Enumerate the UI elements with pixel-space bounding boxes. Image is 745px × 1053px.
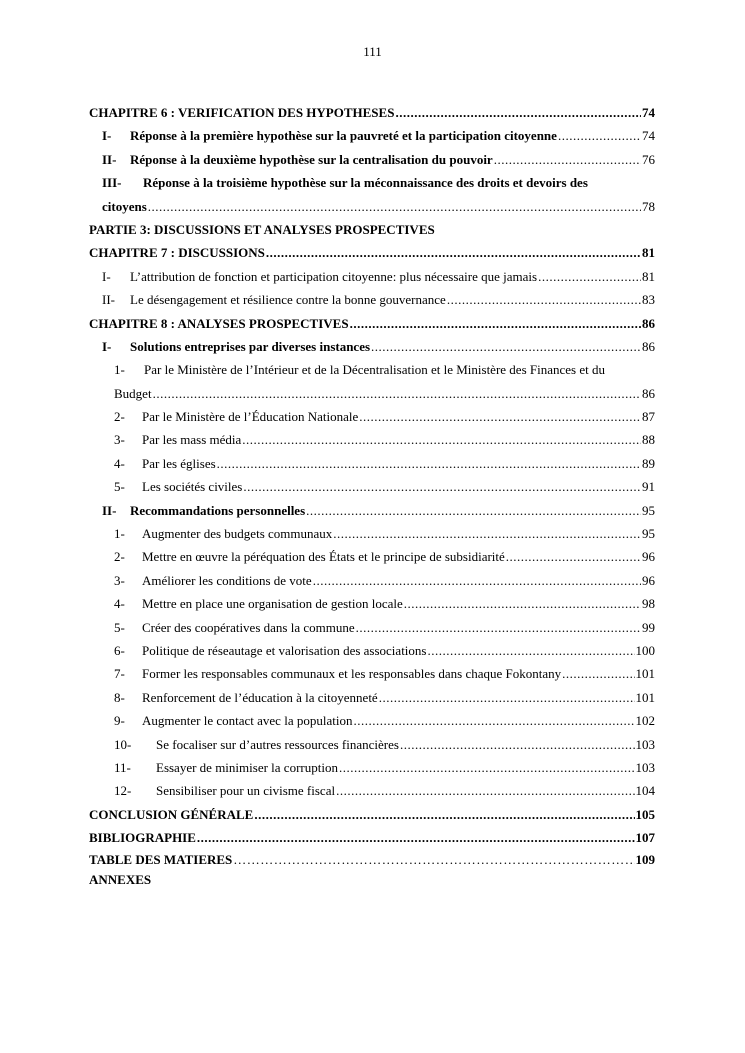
toc-entry-title: Renforcement de l’éducation à la citoyenneté [142,689,378,705]
toc-entry-bibliographie[interactable] [89,826,655,849]
toc-entry-8-1-3[interactable] [89,428,655,451]
toc-entry-8-2-8[interactable] [89,686,655,709]
toc-entry-number: 12- [114,783,132,799]
toc-entry-title: Créer des coopératives dans la commune [142,619,355,635]
toc-entry-page: 88 [642,432,655,448]
toc-entry-title: Par le Ministère de l’Éducation Nationale [142,409,359,425]
toc-entry-title: Les sociétés civiles [142,479,243,495]
toc-leader-dots [379,686,635,709]
toc-entry-conclusion[interactable] [89,803,655,826]
toc-entry-number: 1- [114,362,125,378]
toc-leader-dots [313,569,641,592]
toc-entry-page: 81 [642,268,655,284]
toc-entry-8-2-12[interactable] [89,779,655,802]
toc-entry-page: 95 [642,526,655,542]
toc-entry-number: I- [102,268,111,284]
toc-entry-chapitre-8[interactable] [89,312,655,335]
toc-entry-page: 105 [635,806,655,822]
toc-entry-number: 2- [114,409,125,425]
toc-entry-partie-3[interactable]: PARTIE 3: DISCUSSIONS ET ANALYSES PROSPECTIVES [89,221,435,237]
toc-entry-title-continued: Budget [114,385,152,401]
toc-entry-page: 101 [635,666,655,682]
toc-leader-dots [339,756,635,779]
toc-entry-page: 99 [642,619,655,635]
toc-entry-chapitre-6[interactable] [89,101,655,124]
toc-entry-number: 10- [114,736,132,752]
toc-entry-title: Augmenter le contact avec la population [142,713,353,729]
toc-entry-8-2[interactable] [89,499,655,522]
toc-entry-number: 7- [114,666,125,682]
toc-entry-title: Améliorer les conditions de vote [142,572,312,588]
toc-entry-8-2-10[interactable] [89,733,655,756]
toc-leader-dots [356,616,641,639]
toc-leader-dots [427,639,634,662]
toc-entry-8-2-11[interactable] [89,756,655,779]
toc-entry-title: CHAPITRE 7 : DISCUSSIONS [89,245,265,261]
toc-leader-dots [336,779,634,802]
toc-entry-6-2[interactable] [89,148,655,171]
toc-entry-title: Réponse à la première hypothèse sur la pauvreté et la participation citoyenne [130,128,557,144]
toc-leader-dots [242,428,641,451]
toc-entry-number: II- [102,151,117,167]
toc-entry-number: 5- [114,619,125,635]
toc-entry-number: II- [102,292,115,308]
toc-leader-dots [254,803,634,826]
toc-entry-page: 86 [642,315,655,331]
toc-entry-title: CHAPITRE 8 : ANALYSES PROSPECTIVES [89,315,349,331]
toc-entry-8-2-2[interactable] [89,545,655,568]
toc-entry-page: 100 [635,642,655,658]
toc-entry-title: TABLE DES MATIERES [89,851,233,867]
toc-entry-title: CHAPITRE 6 : VERIFICATION DES HYPOTHESES [89,105,395,120]
page-number: 111 [363,44,382,59]
toc-leader-dots [266,241,641,264]
toc-entry-7-1[interactable] [89,265,655,288]
toc-leader-dots [243,475,641,498]
toc-entry-number: II- [102,502,117,518]
toc-entry-page: 86 [642,338,655,354]
toc-entry-page: 103 [635,759,655,775]
toc-entry-page: 91 [642,479,655,495]
toc-leader-dots [538,265,641,288]
toc-leader-dots [350,312,641,335]
toc-entry-8-2-9[interactable] [89,709,655,732]
toc-entry-title: Par le Ministère de l’Intérieur et de la Décentralisation et le Ministère des Finances et du [144,362,605,378]
toc-entry-table-des-matieres[interactable] [89,850,655,870]
toc-entry-number: I- [102,128,112,144]
toc-entry-page: 89 [642,455,655,471]
toc-leader-dots [233,850,634,873]
toc-entry-page: 76 [642,151,655,167]
toc-leader-dots [148,195,641,218]
toc-entry-title: Mettre en place une organisation de gestion locale [142,596,403,612]
toc-entry-page: 98 [642,596,655,612]
toc-entry-page: 102 [635,713,655,729]
toc-entry-title: Politique de réseautage et valorisation des associations [142,642,427,658]
toc-entry-number: 8- [114,689,125,705]
toc-leader-dots [217,452,641,475]
toc-entry-title: Le désengagement et résilience contre la bonne gouvernance [130,292,446,308]
toc-entry-8-1-2[interactable] [89,405,655,428]
toc-leader-dots [359,405,641,428]
toc-entry-6-3[interactable] [89,171,655,218]
toc-entry-title: BIBLIOGRAPHIE [89,830,196,846]
toc-entry-number: 1- [114,526,125,542]
toc-entry-number: 9- [114,713,125,729]
toc-entry-title: Mettre en œuvre la péréquation des États et le principe de subsidiarité [142,549,505,565]
toc-entry-number: 5- [114,479,125,495]
toc-leader-dots [494,148,641,171]
toc-entry-title: Réponse à la troisième hypothèse sur la méconnaissance des droits et devoirs des [143,175,588,191]
toc-entry-6-1[interactable] [89,124,655,147]
toc-entry-8-2-7[interactable] [89,662,655,685]
toc-entry-title: Essayer de minimiser la corruption [156,759,338,775]
table-of-contents [89,101,655,890]
toc-entry-page: 109 [635,851,655,867]
toc-entry-number: 3- [114,572,125,588]
toc-entry-8-1[interactable] [89,335,655,358]
toc-entry-8-1-5[interactable] [89,475,655,498]
toc-entry-8-1-4[interactable] [89,452,655,475]
toc-entry-title: Par les églises [142,455,216,471]
toc-entry-number: I- [102,338,112,354]
toc-entry-page: 107 [635,830,655,846]
toc-entry-annexes[interactable]: ANNEXES [89,871,152,887]
toc-entry-8-2-5[interactable] [89,616,655,639]
toc-entry-page: 86 [642,385,655,401]
toc-entry-page: 74 [642,105,655,120]
toc-entry-title: Augmenter des budgets communaux [142,526,333,542]
toc-leader-dots [562,662,634,685]
toc-entry-7-2[interactable] [89,288,655,311]
toc-entry-number: 3- [114,432,125,448]
toc-entry-title: Par les mass média [142,432,242,448]
toc-entry-page: 78 [642,198,655,214]
toc-entry-8-2-4[interactable] [89,592,655,615]
toc-entry-page: 96 [642,572,655,588]
toc-entry-8-1-1[interactable] [89,358,655,405]
toc-entry-8-2-1[interactable] [89,522,655,545]
toc-leader-dots [371,335,641,358]
toc-entry-title-continued: citoyens [102,198,147,214]
toc-entry-title: Former les responsables communaux et les responsables dans chaque Fokontany [142,666,562,682]
toc-entry-page: 81 [642,245,655,261]
toc-entry-chapitre-7[interactable] [89,241,655,264]
toc-entry-number: 4- [114,455,125,471]
toc-entry-page: 74 [642,128,655,144]
toc-leader-dots [353,709,634,732]
toc-entry-page: 96 [642,549,655,565]
toc-entry-page: 83 [642,292,655,308]
toc-entry-page: 103 [635,736,655,752]
toc-entry-number: 4- [114,596,125,612]
toc-entry-number: III- [102,175,122,191]
toc-entry-title: Recommandations personnelles [130,502,306,518]
toc-leader-dots [404,592,641,615]
toc-entry-number: 2- [114,549,125,565]
toc-entry-page: 87 [642,409,655,425]
toc-entry-title: Réponse à la deuxième hypothèse sur la centralisation du pouvoir [130,151,493,167]
toc-leader-dots [306,499,641,522]
toc-entry-title: Se focaliser sur d’autres ressources financières [156,736,399,752]
toc-entry-page: 101 [635,689,655,705]
toc-entry-title: L’attribution de fonction et participation citoyenne: plus nécessaire que jamais [130,268,538,284]
toc-leader-dots [447,288,641,311]
toc-entry-8-2-6[interactable] [89,639,655,662]
toc-leader-dots [333,522,641,545]
toc-entry-title: Sensibiliser pour un civisme fiscal [156,783,336,799]
toc-leader-dots [153,382,641,405]
toc-entry-title: CONCLUSION GÉNÉRALE [89,806,254,822]
toc-leader-dots [197,826,635,849]
toc-entry-title: Solutions entreprises par diverses instances [130,338,371,354]
toc-entry-number: 11- [114,759,131,775]
toc-leader-dots [558,124,641,147]
toc-leader-dots [506,545,641,568]
toc-entry-number: 6- [114,642,125,658]
toc-entry-8-2-3[interactable] [89,569,655,592]
toc-leader-dots [400,733,635,756]
toc-entry-page: 95 [642,502,655,518]
toc-entry-page: 104 [635,783,655,799]
toc-leader-dots [395,101,641,124]
